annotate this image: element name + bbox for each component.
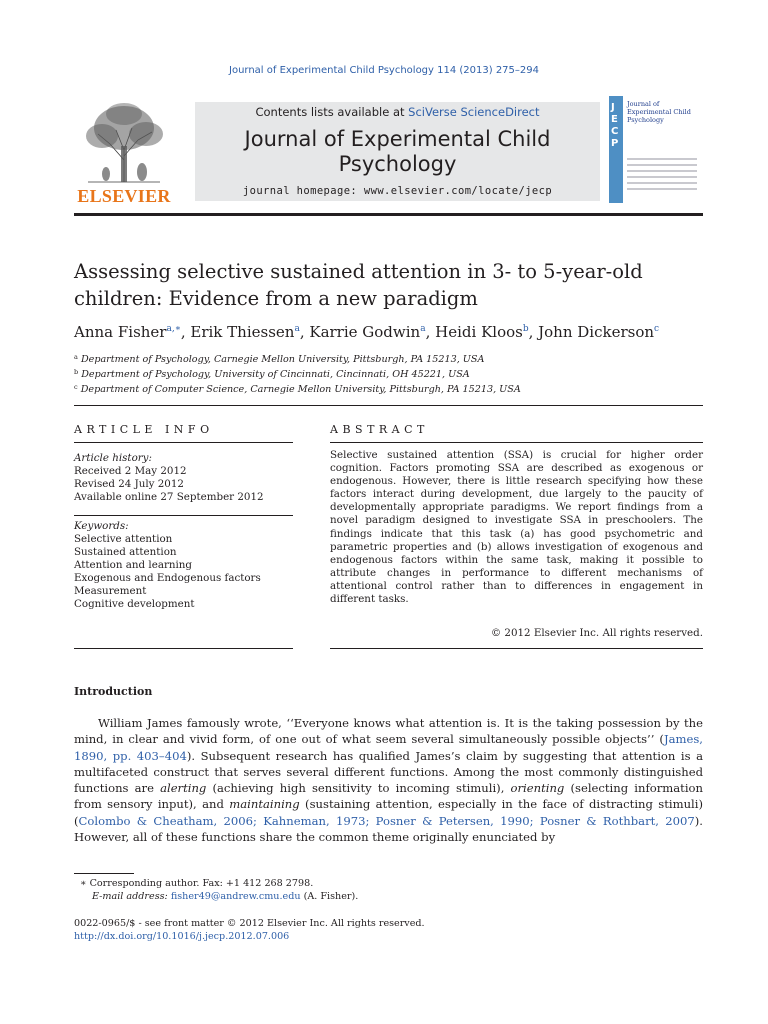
affiliation: $^a$ Department of Psychology, Carnegie Mellon University, Pittsburgh, PA 15213, USA xyxy=(74,353,485,365)
cover-title: Journal of Experimental Child Psychology xyxy=(627,100,691,124)
email-link[interactable]: fisher49@andrew.cmu.edu xyxy=(170,891,301,902)
keyword: Measurement xyxy=(74,585,147,597)
history-item: Revised 24 July 2012 xyxy=(74,478,184,490)
cover-letter: J xyxy=(611,102,615,113)
front-matter xyxy=(74,917,703,943)
keywords-label: Keywords: xyxy=(74,520,129,532)
publisher-name: ELSEVIER xyxy=(77,186,171,206)
issn-line: 0022-0965/$ - see front matter © 2012 Elsevier Inc. All rights reserved. xyxy=(74,918,425,929)
divider xyxy=(74,648,293,649)
citation-link[interactable]: Colombo & Cheatham, 2006; Kahneman, 1973; Posner & Petersen, 1990; Posner & Rothbart, 2007 xyxy=(78,813,695,828)
journal-title: Journal of Experimental Child Psychology xyxy=(244,127,551,176)
cover-letter: C xyxy=(611,126,619,137)
keywords xyxy=(74,520,294,611)
affiliation-marker[interactable]: b xyxy=(522,324,529,334)
author-list: Anna Fisher$^{a,∗}$, Erik Thiessen$^a$, Karrie Godwin$^a$, Heidi Kloos$^b$, John Dickerson$^c$ xyxy=(74,323,660,341)
abstract-text: Selective sustained attention (SSA) is crucial for higher order cognition. Factors promoting SSA are described as exogenous or endogenous. However, there is little research specifying how these factors interact during development, due largely to the paucity of developmentally appropriate paradigms. We report findings from a novel paradigm designed to investigate SSA in preschoolers. The findings indicate that this task (a) has good psychometric and parametric properties and (b) allows investigation of exogenous and endogenous factors within the same task, making it possible to attribute changes in performance to different mechanisms of attentional control rather than to differences in engagement in different tasks. xyxy=(330,449,703,606)
keyword: Selective attention xyxy=(74,533,173,545)
author-name: Erik Thiessen xyxy=(190,323,295,341)
cover-letter: P xyxy=(611,138,619,149)
copyright: © 2012 Elsevier Inc. All rights reserved. xyxy=(490,627,703,639)
elsevier-logo xyxy=(74,100,174,204)
divider xyxy=(330,648,703,649)
history-item: Available online 27 September 2012 xyxy=(74,491,264,503)
affiliation: $^c$ Department of Computer Science, Carnegie Mellon University, Pittsburgh, PA 15213, USA xyxy=(74,383,521,395)
history-label: Article history: xyxy=(74,452,152,464)
article-title: Assessing selective sustained attention in 3- to 5-year-old children: Evidence from a new paradigm xyxy=(74,260,643,310)
footnote-rule xyxy=(74,873,134,874)
contents-line xyxy=(195,105,600,119)
corresponding-author: ∗ Corresponding author. Fax: +1 412 268 2798. xyxy=(80,878,314,889)
email-line: E-mail address: fisher49@andrew.cmu.edu (A. Fisher). xyxy=(92,891,359,902)
divider xyxy=(330,442,703,443)
keyword: Attention and learning xyxy=(74,559,193,571)
footnote xyxy=(74,877,703,903)
affiliation-marker[interactable]: a xyxy=(294,324,300,334)
cover-text-lines xyxy=(627,158,697,194)
journal-banner xyxy=(195,102,600,201)
contents-prefix: Contents lists available at xyxy=(255,105,409,119)
keyword: Sustained attention xyxy=(74,546,177,558)
masthead xyxy=(74,92,703,205)
author-name: John Dickerson xyxy=(538,323,655,341)
doi-link[interactable]: http://dx.doi.org/10.1016/j.jecp.2012.07.006 xyxy=(74,931,290,942)
article-history xyxy=(74,452,294,504)
author-name: Anna Fisher xyxy=(74,323,167,341)
keyword: Exogenous and Endogenous factors xyxy=(74,572,261,584)
section-heading: Introduction xyxy=(74,685,153,698)
affiliation-marker[interactable]: c xyxy=(654,324,660,334)
cover-letter: E xyxy=(611,114,618,125)
author-name: Heidi Kloos xyxy=(435,323,523,341)
header-rule xyxy=(74,213,703,216)
divider xyxy=(74,515,293,516)
journal-reference[interactable]: Journal of Experimental Child Psychology 114 (2013) 275–294 xyxy=(229,65,539,76)
affiliation-marker[interactable]: a,∗ xyxy=(166,324,181,334)
affiliation: $^b$ Department of Psychology, University of Cincinnati, Cincinnati, OH 45221, USA xyxy=(74,368,470,380)
cover-page xyxy=(623,96,703,203)
affiliations xyxy=(74,351,703,396)
elsevier-tree-icon xyxy=(80,100,168,184)
author-name: Karrie Godwin xyxy=(309,323,421,341)
intro-paragraph: William James famously wrote, ‘‘Everyone knows what attention is. It is the taking possession by the mind, in clear and vivid form, of one out of what seem several simultaneously possible objects’’ (James, 1890, pp. 403–404). Subsequent research has qualified James’s claim by suggesting that attention is a multifaceted construct that serves several different functions. Among the most commonly distinguished functions are alerting (achieving high sensitivity to incoming stimuli), orienting (selecting information from sensory input), and maintaining (sustaining attention, especially in the face of distracting stimuli) (Colombo & Cheatham, 2006; Kahneman, 1973; Posner & Petersen, 1990; Posner & Rothbart, 2007). However, all of these functions share the common theme originally enunciated by xyxy=(74,716,703,845)
abstract-heading: ABSTRACT xyxy=(330,423,429,436)
history-item: Received 2 May 2012 xyxy=(74,465,187,477)
citation-link[interactable]: James, 1890, pp. 403–404 xyxy=(74,732,703,763)
keyword: Cognitive development xyxy=(74,598,195,610)
sciencedirect-link[interactable]: SciVerse ScienceDirect xyxy=(408,105,540,119)
cover-letters xyxy=(611,102,623,150)
journal-homepage[interactable]: journal homepage: www.elsevier.com/locate/jecp xyxy=(242,185,553,197)
divider xyxy=(74,442,293,443)
affiliation-marker[interactable]: a xyxy=(420,324,426,334)
journal-cover xyxy=(609,96,703,203)
article-info-heading: ARTICLE INFO xyxy=(74,423,214,436)
divider xyxy=(74,405,703,406)
